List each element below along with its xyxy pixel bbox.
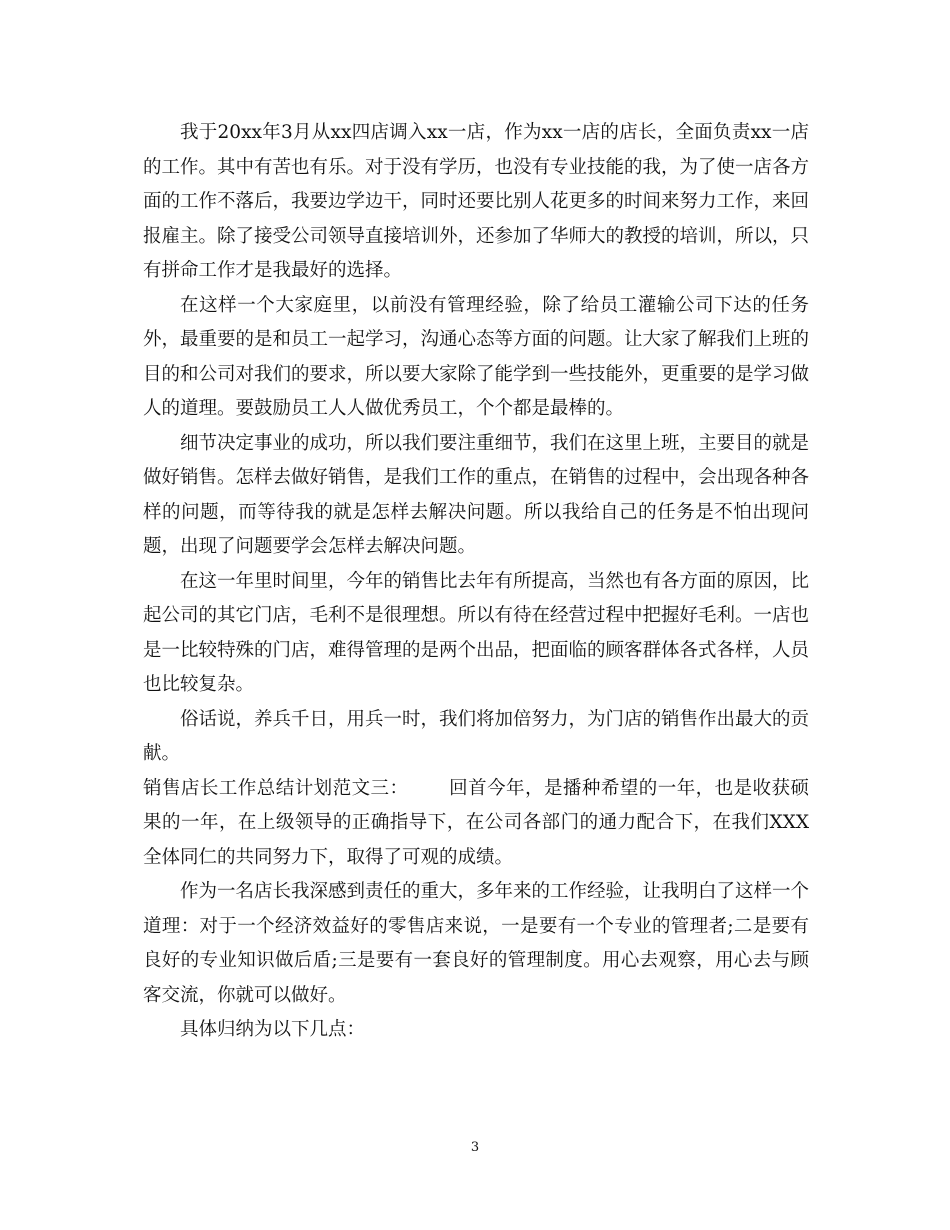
section-paragraph xyxy=(143,772,809,876)
section-intro: 回首今年，是播种希望的一年，也是收获硕果的一年，在上级领导的正确指导下，在公司各部门的通力配合下，在我们XXX全体同仁的共同努力下，取得了可观的成绩。 xyxy=(143,777,809,868)
document-body xyxy=(143,116,809,1048)
body-paragraph: 作为一名店长我深感到责任的重大，多年来的工作经验，让我明白了这样一个道理：对于一个经济效益好的零售店来说，一是要有一个专业的管理者;二是要有良好的专业知识做后盾;三是要有一套良好的管理制度。用心去观察，用心去与顾客交流，你就可以做好。 xyxy=(143,881,810,1006)
body-paragraph: 在这样一个大家庭里，以前没有管理经验，除了给员工灌输公司下达的任务外，最重要的是和员工一起学习，沟通心态等方面的问题。让大家了解我们上班的目的和公司对我们的要求，所以要大家除了能学到一些技能外，更重要的是学习做人的道理。要鼓励员工人人做优秀员工，个个都是最棒的。 xyxy=(143,294,810,419)
body-paragraph: 俗话说，养兵千日，用兵一时，我们将加倍努力，为门店的销售作出最大的贡献。 xyxy=(143,708,810,764)
body-paragraph: 我于20xx年3月从xx四店调入xx一店，作为xx一店的店长，全面负责xx一店的工作。其中有苦也有乐。对于没有学历，也没有专业技能的我，为了使一店各方面的工作不落后，我要边学边干，同时还要比别人花更多的时间来努力工作，来回报雇主。除了接受公司领导直接培训外，还参加了华师大的教授的培训，所以，只有拼命工作才是我最好的选择。 xyxy=(143,122,810,281)
body-paragraph: 具体归纳为以下几点： xyxy=(180,1019,366,1040)
body-paragraph: 细节决定事业的成功，所以我们要注重细节，我们在这里上班，主要目的就是做好销售。怎样去做好销售，是我们工作的重点，在销售的过程中，会出现各种各样的问题，而等待我的就是怎样去解决问题。所以我给自己的任务是不怕出现问题，出现了问题要学会怎样去解决问题。 xyxy=(143,432,810,557)
section-title: 销售店长工作总结计划范文三： xyxy=(143,777,409,799)
body-paragraph: 在这一年里时间里，今年的销售比去年有所提高，当然也有各方面的原因，比起公司的其它门店，毛利不是很理想。所以有待在经营过程中把握好毛利。一店也是一比较特殊的门店，难得管理的是两个出品，把面临的顾客群体各式各样，人员也比较复杂。 xyxy=(143,570,810,695)
page-number: 3 xyxy=(470,1140,480,1155)
